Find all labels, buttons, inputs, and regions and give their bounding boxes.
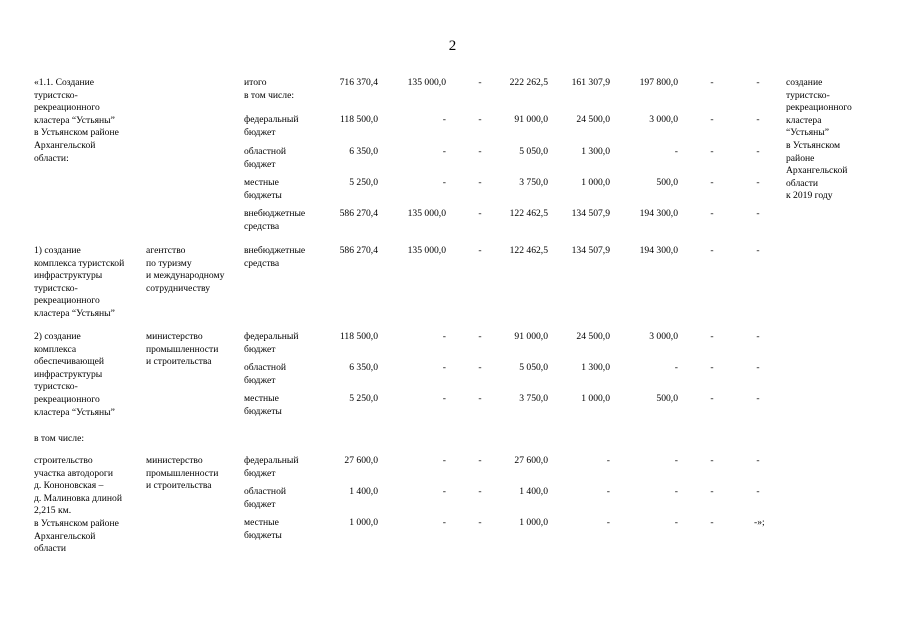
amount-c6: -	[710, 208, 714, 219]
amount-c1: -	[442, 177, 446, 188]
amount-c2: -	[478, 77, 482, 88]
amount-total: 5 250,0	[349, 393, 378, 404]
funding-source: местные бюджеты	[244, 177, 282, 201]
amount-c6: -	[710, 114, 714, 125]
block-agency-2: министерство промышленности и строительства	[146, 331, 219, 368]
amount-total: 586 270,4	[339, 245, 378, 256]
amount-total: 27 600,0	[344, 455, 378, 466]
amount-c7: -	[756, 114, 760, 125]
amount-total: 1 400,0	[349, 486, 378, 497]
amount-c7: -	[756, 331, 760, 342]
funding-source: итого в том числе:	[244, 77, 295, 101]
amount-c4: -	[606, 455, 610, 466]
funding-source: областной бюджет	[244, 362, 287, 386]
amount-c5: -	[674, 486, 678, 497]
amount-c2: -	[478, 114, 482, 125]
funding-source: федеральный бюджет	[244, 455, 299, 479]
amount-c7: -»;	[754, 517, 765, 528]
amount-c5: 194 300,0	[639, 208, 678, 219]
block-title-1-1: «1.1. Создание туристско- рекреационного кластера “Устьяны” в Устьянском районе Архангельской области:	[34, 77, 119, 164]
amount-c6: -	[710, 486, 714, 497]
amount-c4: 24 500,0	[576, 331, 610, 342]
amount-c1: -	[442, 517, 446, 528]
amount-c6: -	[710, 517, 714, 528]
amount-c5: -	[674, 362, 678, 373]
amount-c4: -	[606, 486, 610, 497]
amount-c5: 3 000,0	[649, 114, 678, 125]
amount-c2: -	[478, 177, 482, 188]
amount-c7: -	[756, 362, 760, 373]
amount-c3: 5 050,0	[519, 146, 548, 157]
amount-c7: -	[756, 208, 760, 219]
amount-c1: -	[442, 362, 446, 373]
funding-source: местные бюджеты	[244, 393, 282, 417]
amount-c6: -	[710, 393, 714, 404]
amount-c5: 194 300,0	[639, 245, 678, 256]
amount-c7: -	[756, 146, 760, 157]
block-agency-1: агентство по туризму и международному сотрудничеству	[146, 245, 225, 294]
block-title-subheading: в том числе:	[34, 433, 85, 444]
amount-total: 586 270,4	[339, 208, 378, 219]
funding-source: областной бюджет	[244, 486, 287, 510]
amount-c4: 134 507,9	[571, 208, 610, 219]
amount-c1: -	[442, 146, 446, 157]
amount-c1: -	[442, 486, 446, 497]
funding-source: федеральный бюджет	[244, 114, 299, 138]
amount-c2: -	[478, 245, 482, 256]
amount-c2: -	[478, 486, 482, 497]
amount-c5: -	[674, 455, 678, 466]
amount-c7: -	[756, 393, 760, 404]
amount-c4: 1 000,0	[581, 177, 610, 188]
amount-c2: -	[478, 517, 482, 528]
funding-source: областной бюджет	[244, 146, 287, 170]
funding-source: местные бюджеты	[244, 517, 282, 541]
amount-c3: 91 000,0	[514, 114, 548, 125]
amount-c4: 1 300,0	[581, 146, 610, 157]
amount-c2: -	[478, 331, 482, 342]
amount-c4: 1 300,0	[581, 362, 610, 373]
amount-c3: 1 400,0	[519, 486, 548, 497]
amount-total: 6 350,0	[349, 146, 378, 157]
amount-c3: 1 000,0	[519, 517, 548, 528]
amount-c7: -	[756, 177, 760, 188]
amount-c2: -	[478, 208, 482, 219]
amount-c5: 500,0	[656, 177, 678, 188]
amount-total: 6 350,0	[349, 362, 378, 373]
amount-c3: 122 462,5	[509, 208, 548, 219]
amount-c1: -	[442, 331, 446, 342]
amount-c3: 3 750,0	[519, 177, 548, 188]
amount-c1: -	[442, 455, 446, 466]
amount-c3: 91 000,0	[514, 331, 548, 342]
amount-c7: -	[756, 486, 760, 497]
amount-c4: 161 307,9	[571, 77, 610, 88]
amount-c4: 1 000,0	[581, 393, 610, 404]
amount-c6: -	[710, 146, 714, 157]
amount-c5: 3 000,0	[649, 331, 678, 342]
amount-c4: -	[606, 517, 610, 528]
amount-c3: 5 050,0	[519, 362, 548, 373]
amount-c6: -	[710, 455, 714, 466]
amount-c6: -	[710, 362, 714, 373]
amount-c7: -	[756, 77, 760, 88]
amount-c6: -	[710, 177, 714, 188]
amount-c5: -	[674, 517, 678, 528]
amount-c6: -	[710, 331, 714, 342]
block-agency-road: министерство промышленности и строительства	[146, 455, 219, 492]
amount-c3: 122 462,5	[509, 245, 548, 256]
funding-source: внебюджетные средства	[244, 208, 306, 232]
funding-source: федеральный бюджет	[244, 331, 299, 355]
block-title-2: 2) создание комплекса обеспечивающей инфраструктуры туристско- рекреационного кластера “Устьяны”	[34, 331, 115, 418]
amount-c3: 27 600,0	[514, 455, 548, 466]
amount-c2: -	[478, 393, 482, 404]
amount-total: 5 250,0	[349, 177, 378, 188]
block-result-1-1: создание туристско- рекреационного кластера “Устьяны” в Устьянском районе Архангельской области к 2019 году	[786, 77, 852, 202]
amount-c2: -	[478, 146, 482, 157]
amount-c5: 500,0	[656, 393, 678, 404]
amount-c7: -	[756, 245, 760, 256]
amount-c4: 24 500,0	[576, 114, 610, 125]
amount-total: 118 500,0	[339, 331, 378, 342]
amount-total: 1 000,0	[349, 517, 378, 528]
funding-source: внебюджетные средства	[244, 245, 306, 269]
amount-c1: 135 000,0	[407, 245, 446, 256]
amount-c3: 222 262,5	[509, 77, 548, 88]
amount-c2: -	[478, 455, 482, 466]
amount-c5: -	[674, 146, 678, 157]
amount-c1: 135 000,0	[407, 77, 446, 88]
block-title-1: 1) создание комплекса туристской инфраструктуры туристско- рекреационного кластера “Устьяны”	[34, 245, 125, 319]
page-number: 2	[448, 38, 457, 54]
amount-c6: -	[710, 77, 714, 88]
amount-c1: -	[442, 114, 446, 125]
amount-c7: -	[756, 455, 760, 466]
amount-total: 716 370,4	[339, 77, 378, 88]
amount-c4: 134 507,9	[571, 245, 610, 256]
amount-c1: 135 000,0	[407, 208, 446, 219]
amount-c5: 197 800,0	[639, 77, 678, 88]
amount-c2: -	[478, 362, 482, 373]
amount-c6: -	[710, 245, 714, 256]
amount-total: 118 500,0	[339, 114, 378, 125]
amount-c1: -	[442, 393, 446, 404]
amount-c3: 3 750,0	[519, 393, 548, 404]
block-title-road: строительство участка автодороги д. Кононовская – д. Малиновка длиной 2,215 км. в Устьянском районе Архангельской области	[34, 455, 122, 555]
